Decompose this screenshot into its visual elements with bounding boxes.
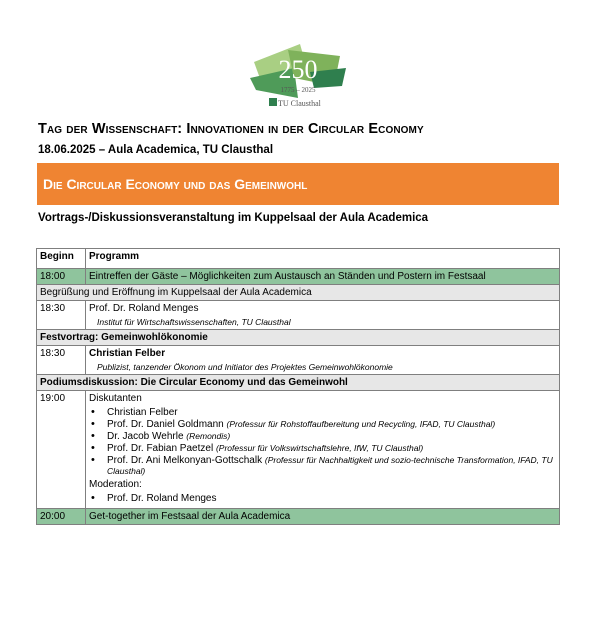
column-header-program: Programm: [86, 249, 560, 269]
program-table: [36, 248, 560, 525]
row-text: Begrüßung und Eröffnung im Kuppelsaal der Aula Academica: [37, 285, 560, 301]
speaker-affiliation: Publizist, tanzender Ökonom und Initiator des Projektes Gemeinwohlökonomie: [97, 362, 393, 372]
list-item: [89, 493, 556, 504]
panelist-name: Prof. Dr. Daniel Goldmann: [107, 419, 224, 430]
panelists-label: Diskutanten: [89, 393, 142, 404]
speaker-name: Christian Felber: [89, 348, 166, 359]
panelist-name: Dr. Jacob Wehrle: [107, 431, 184, 442]
speaker-name: Prof. Dr. Roland Menges: [89, 303, 199, 314]
list-item: [89, 455, 556, 477]
logo-number: 250: [278, 55, 318, 84]
page-title: Tag der Wissenschaft: Innovationen in der Circular Economy: [38, 121, 424, 137]
row-time: 18:00: [37, 269, 86, 285]
row-content: [86, 391, 560, 509]
panelist-role: (Professur für Rohstoffaufbereitung und Recycling, IFAD, TU Clausthal): [226, 419, 496, 429]
section-heading: Podiumsdiskussion: Die Circular Economy und das Gemeinwohl: [37, 375, 560, 391]
table-row: [37, 301, 560, 330]
column-header-begin: Beginn: [37, 249, 86, 269]
table-row: [37, 330, 560, 346]
table-row: [37, 269, 560, 285]
banner-text: Die Circular Economy und das Gemeinwohl: [43, 176, 308, 192]
row-text: Get-together im Festsaal der Aula Academica: [86, 509, 560, 525]
row-time: 18:30: [37, 346, 86, 375]
table-row: [37, 391, 560, 509]
list-item: [89, 419, 556, 430]
anniversary-logo: [248, 42, 348, 114]
list-item: [89, 443, 556, 454]
panelist-role: (Professur für Volkswirtschaftslehre, IfW, TU Clausthal): [215, 443, 424, 453]
panelist-name: Prof. Dr. Fabian Paetzel: [107, 443, 214, 454]
panelist-role: (Remondis): [186, 431, 231, 441]
table-row: [37, 509, 560, 525]
table-row: [37, 285, 560, 301]
panelist-name: Christian Felber: [107, 407, 178, 418]
speaker-affiliation: Institut für Wirtschaftswissenschaften, TU Clausthal: [97, 317, 291, 327]
event-date-location: 18.06.2025 – Aula Academica, TU Clausthal: [38, 144, 274, 156]
row-content: [86, 301, 560, 330]
table-row: [37, 346, 560, 375]
table-row: [37, 375, 560, 391]
section-heading: Festvortrag: Gemeinwohlökonomie: [37, 330, 560, 346]
table-header-row: [37, 249, 560, 269]
section-banner: [37, 163, 559, 205]
panelist-role: (Professur für Nachhaltigkeit und sozio-technische Transformation, IFAD, TU Clausthal): [107, 455, 553, 476]
panelist-list: [89, 407, 556, 477]
moderation-label: Moderation:: [89, 479, 142, 490]
logo-institution: TU Clausthal: [278, 99, 321, 108]
row-text: Eintreffen der Gäste – Möglichkeiten zum Austausch an Ständen und Postern im Festsaal: [86, 269, 560, 285]
row-time: 20:00: [37, 509, 86, 525]
list-item: [89, 431, 556, 442]
row-time: 19:00: [37, 391, 86, 509]
row-time: 18:30: [37, 301, 86, 330]
logo-square-icon: [269, 98, 277, 106]
moderator-list: [89, 493, 556, 504]
row-content: [86, 346, 560, 375]
panelist-name: Prof. Dr. Ani Melkonyan-Gottschalk: [107, 455, 263, 466]
moderator-name: Prof. Dr. Roland Menges: [107, 493, 217, 504]
list-item: [89, 407, 556, 418]
intro-text: Vortrags-/Diskussionsveranstaltung im Kuppelsaal der Aula Academica: [38, 212, 429, 224]
logo-years: 1775 – 2025: [280, 86, 316, 94]
